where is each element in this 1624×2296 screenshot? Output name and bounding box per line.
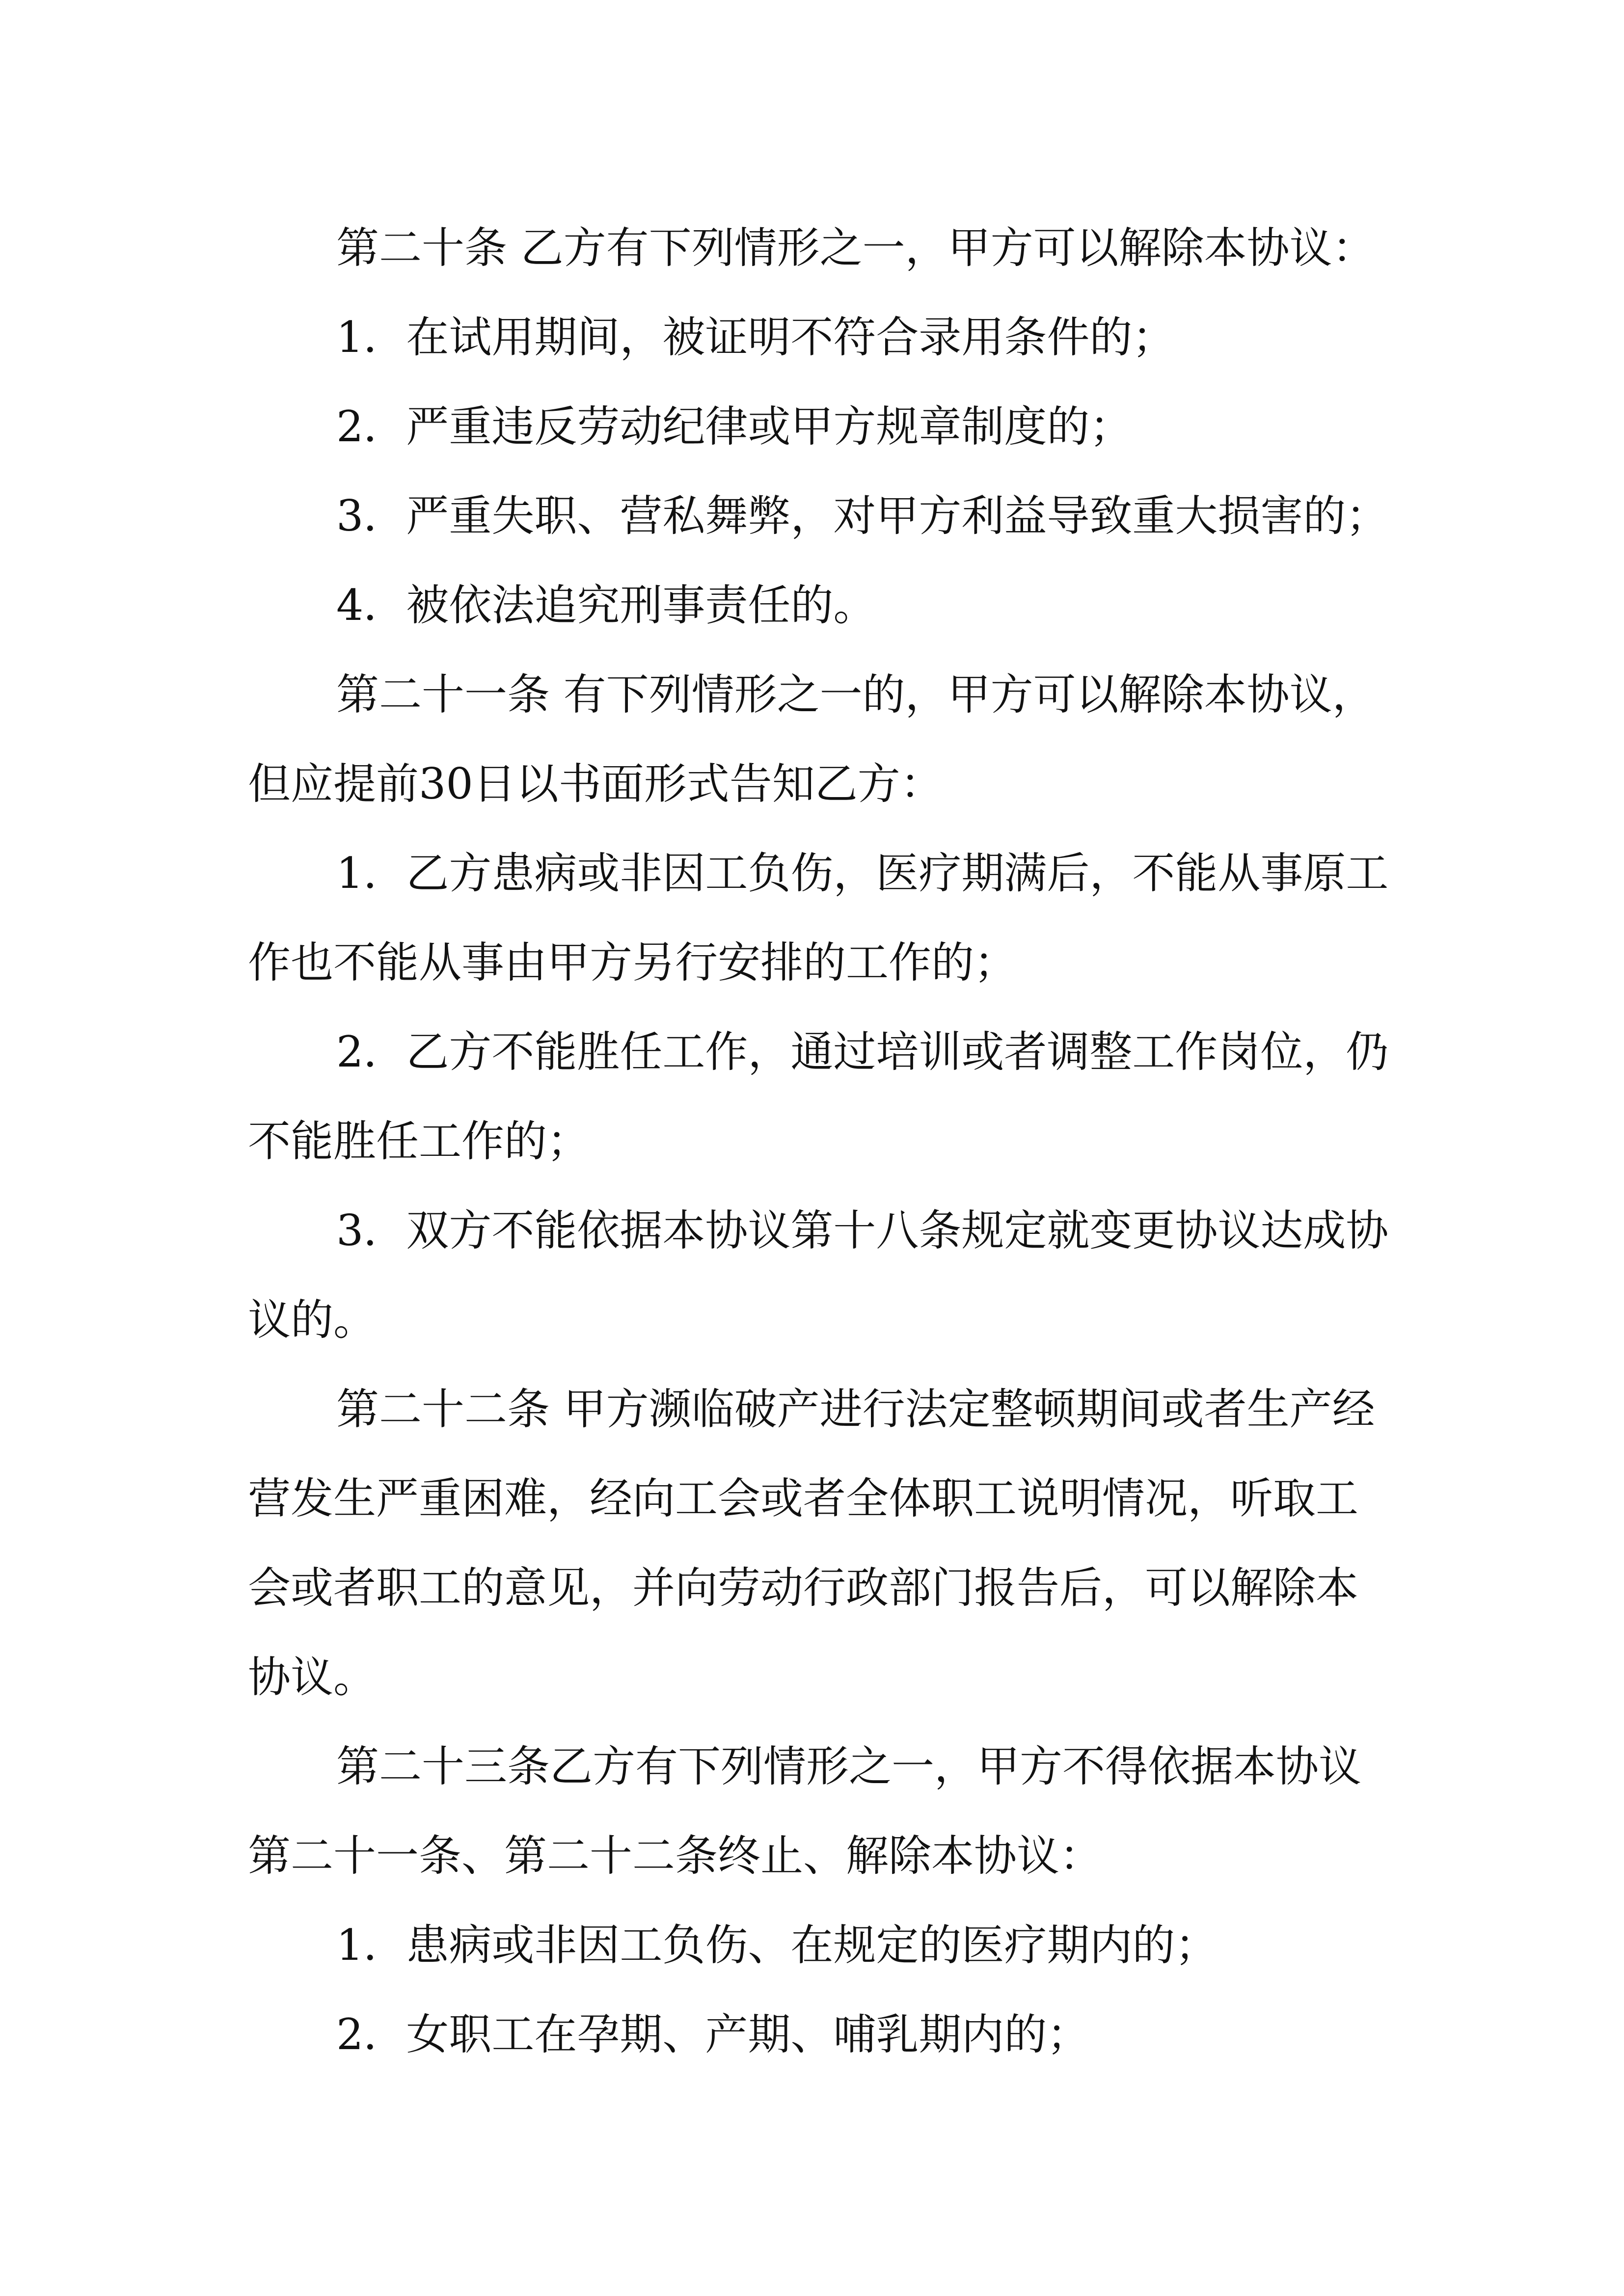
article-23-item-1: 1．患病或非因工负伤、在规定的医疗期内的； xyxy=(336,1920,1218,1970)
article-20-heading: 第二十条 乙方有下列情形之一，甲方可以解除本协议： xyxy=(336,223,1375,273)
article-22: 第二十二条 甲方濒临破产进行法定整顿期间或者生产经营发生严重困难，经向工会或者全体职工说明情况，听取工会或者职工的意见，并向劳动行政部门报告后，可以解除本协议。 xyxy=(248,1384,1375,1702)
article-21-item-3: 3．双方不能依据本协议第十八条规定就变更协议达成协议的。 xyxy=(248,1205,1389,1345)
article-21-item-2: 2．乙方不能胜任工作，通过培训或者调整工作岗位，仍不能胜任工作的； xyxy=(248,1027,1389,1166)
article-23-heading: 第二十三条乙方有下列情形之一，甲方不得依据本协议第二十一条、第二十二条终止、解除本协议： xyxy=(248,1741,1361,1881)
article-20-item-3: 3．严重失职、营私舞弊，对甲方利益导致重大损害的； xyxy=(336,491,1389,541)
article-21-heading: 第二十一条 有下列情形之一的，甲方可以解除本协议，但应提前30日以书面形式告知乙方： xyxy=(248,669,1375,809)
article-23-item-2: 2．女职工在孕期、产期、哺乳期内的； xyxy=(336,2009,1090,2059)
article-20-item-2: 2．严重违反劳动纪律或甲方规章制度的； xyxy=(336,401,1133,452)
article-21-item-1: 1．乙方患病或非因工负伤，医疗期满后，不能从事原工作也不能从事由甲方另行安排的工作的； xyxy=(248,848,1389,988)
article-20-item-1: 1．在试用期间，被证明不符合录用条件的； xyxy=(336,312,1175,362)
article-20-item-4: 4．被依法追究刑事责任的。 xyxy=(336,580,876,630)
document-body xyxy=(248,203,1392,2079)
